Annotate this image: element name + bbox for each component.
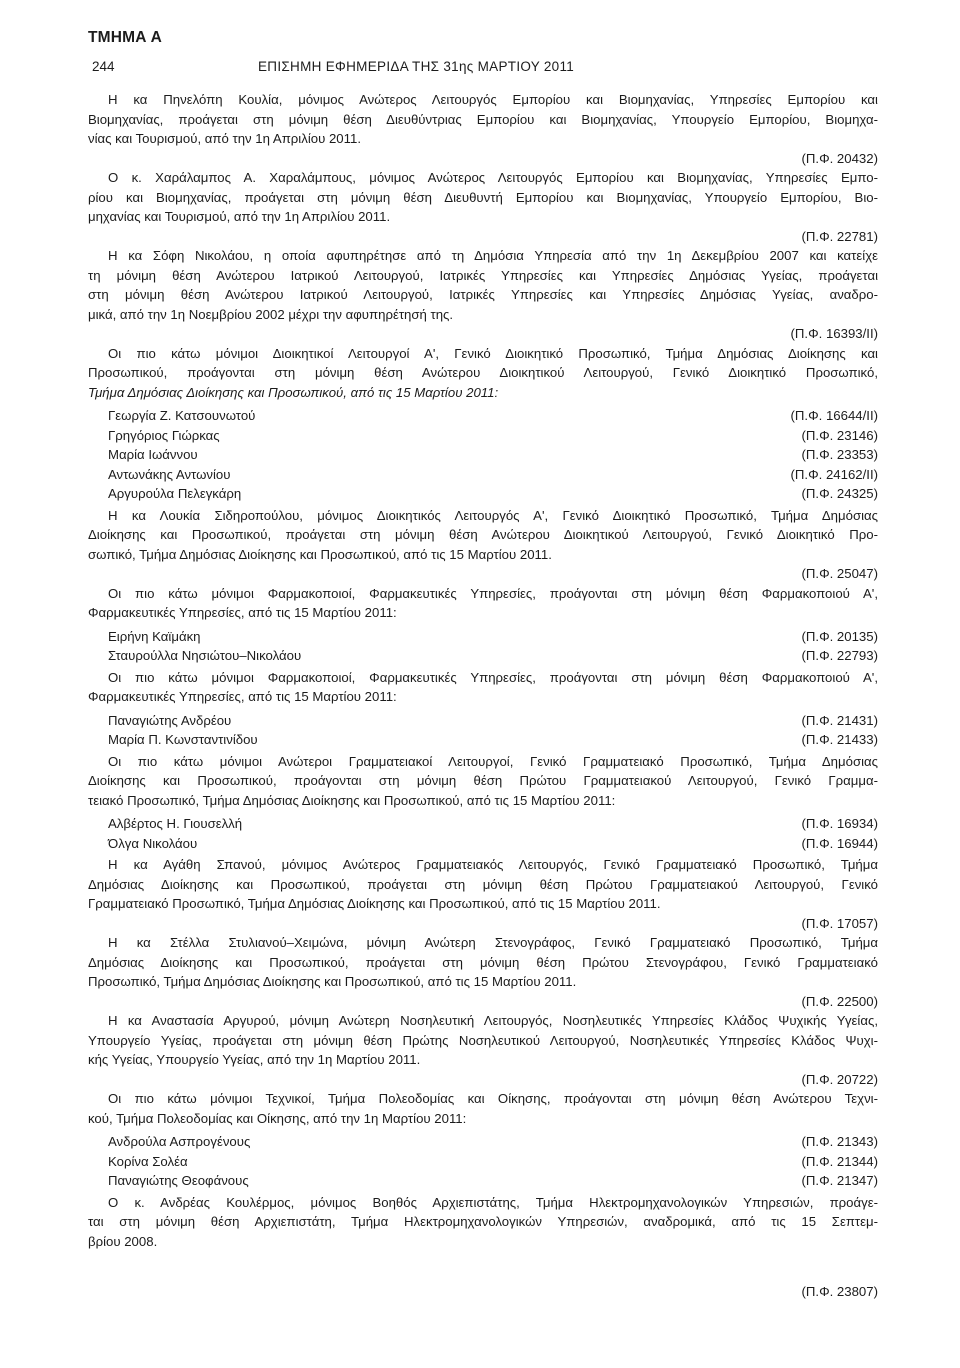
gazette-title: ΕΠΙΣΗΜΗ ΕΦΗΜΕΡΙΔΑ ΤΗΣ 31ης ΜΑΡΤΙΟΥ 2011 xyxy=(258,59,575,74)
list-item xyxy=(88,814,878,834)
notice-line: Η κα Αγάθη Σπανού, μόνιμος Ανώτερος Γραμματειακός Λειτουργός, Γενικό Γραμματειακό Προσωπικό, Τμήμα xyxy=(108,857,878,872)
file-reference: (Π.Φ. 23353) xyxy=(801,447,878,462)
promotion-list xyxy=(88,814,878,853)
notice-text xyxy=(88,752,878,811)
notice-line: ται στη μόνιμη θέση Αρχιεπιστάτη, Τμήμα Ηλεκτρομηχανολογικών Υπηρεσιών, αναδρομικά, από τις 15 Σεπτεμ- xyxy=(88,1214,878,1229)
list-item xyxy=(88,711,878,731)
notice-line: τη μόνιμη θέση Ανώτερου Ιατρικού Λειτουργού, Ιατρικές Υπηρεσίες και Υπηρεσίες Δημόσιας Υγείας, προάγεται xyxy=(88,267,878,283)
notice-text xyxy=(88,668,878,707)
promotion-list xyxy=(88,406,878,504)
notice-text xyxy=(88,584,878,623)
person-name: Αλβέρτος Η. Γιουσελλή xyxy=(108,816,243,831)
notice-text xyxy=(88,1089,878,1128)
notice-line: Οι πιο κάτω μόνιμοι Τεχνικοί, Τμήμα Πολεοδομίας και Οίκησης, προάγονται στη μόνιμη θέση Ανώτερου Τεχνι- xyxy=(108,1091,878,1106)
notice xyxy=(88,1089,878,1191)
notice-line: Η κα Λουκία Σιδηροπούλου, μόνιμος Διοικητικός Λειτουργός Α', Γενικό Διοικητικό Προσωπικό, Τμήμα Δημόσιας xyxy=(108,507,878,523)
notice xyxy=(88,344,878,504)
file-reference: (Π.Φ. 24162/II) xyxy=(790,466,878,482)
file-reference: (Π.Φ. 20135) xyxy=(801,628,878,644)
notice-line: Οι πιο κάτω μόνιμοι Φαρμακοποιοί, Φαρμακευτικές Υπηρεσίες, προάγονται στη μόνιμη θέση Φαρμακοποιού Α', xyxy=(108,669,878,685)
list-item xyxy=(88,1171,878,1191)
notice-line: Διοίκησης και Προσωπικού, προάγονται στη μόνιμη θέση Πρώτου Γραμματειακού Λειτουργού, Γενικό Γραμμα- xyxy=(88,773,878,788)
file-reference: (Π.Φ. 25047) xyxy=(801,566,878,581)
person-name: Γρηγόριος Γιώρκας xyxy=(108,427,220,443)
list-item xyxy=(88,465,878,485)
notice-text xyxy=(88,1193,878,1252)
notice-line: Διοίκησης και Προσωπικού, προάγεται στη μόνιμη θέση Ανώτερου Διοικητικού Λειτουργού, Γενικό Διοικητικό Προ- xyxy=(88,527,878,542)
notice-line: Γραμματειακό Προσωπικό, Τμήμα Δημόσιας Διοίκησης και Προσωπικού, από τις 15 Μαρτίου 2011. xyxy=(88,896,661,911)
file-reference: (Π.Φ. 21433) xyxy=(801,732,878,747)
notice-line: μηχανίας και Τουρισμού, από την 1η Απριλίου 2011. xyxy=(88,209,391,224)
notice-line: νίας και Τουρισμού, από την 1η Απριλίου 2011. xyxy=(88,131,361,146)
notice-line: μικά, από την 1η Νοεμβρίου 2002 μέχρι την αφυπηρέτησή της. xyxy=(88,306,454,322)
file-reference: (Π.Φ. 22500) xyxy=(801,993,878,1009)
notice xyxy=(88,1193,878,1302)
list-item xyxy=(88,627,878,647)
file-reference: (Π.Φ. 17057) xyxy=(801,915,878,931)
notice-line: Ο κ. Ανδρέας Κουλέρμος, μόνιμος Βοηθός Αρχιεπιστάτης, Τμήμα Ηλεκτρομηχανολογικών Υπηρεσιών, προάγε- xyxy=(108,1194,878,1210)
promotion-list xyxy=(88,1132,878,1191)
notice-text xyxy=(88,168,878,227)
notice xyxy=(88,506,878,584)
notice-line: σωπικό, Τμήμα Δημόσιας Διοίκησης και Προσωπικού, από τις 15 Μαρτίου 2011. xyxy=(88,546,552,562)
person-name: Μαρία Π. Κωνσταντινίδου xyxy=(108,732,258,747)
file-reference: (Π.Φ. 22793) xyxy=(801,648,878,663)
file-reference: (Π.Φ. 21344) xyxy=(801,1153,878,1169)
promotion-list xyxy=(88,711,878,750)
notice-line: Φαρμακευτικές Υπηρεσίες, από τις 15 Μαρτίου 2011: xyxy=(88,689,397,704)
list-item xyxy=(88,484,878,504)
notice-line: Οι πιο κάτω μόνιμοι Διοικητικοί Λειτουργοί Α', Γενικό Διοικητικό Προσωπικό, Τμήμα Δημόσιας Διοίκησης και xyxy=(108,345,878,361)
file-reference: (Π.Φ. 16934) xyxy=(801,816,878,831)
person-name: Γεωργία Ζ. Κατσουνωτού xyxy=(108,408,256,423)
file-reference: (Π.Φ. 16944) xyxy=(801,835,878,851)
notice-line: βρίου 2008. xyxy=(88,1233,158,1249)
person-name: Μαρία Ιωάννου xyxy=(108,447,198,462)
notice xyxy=(88,584,878,666)
notice-line: Η κα Σόφη Νικολάου, η οποία αφυπηρέτησε από τη Δημόσια Υπηρεσία από την 1η Δεκεμβρίου 2007 και κατείχε xyxy=(108,248,878,263)
notices-column xyxy=(88,90,878,1302)
notice-line: Βιομηχανίας, προάγεται στη μόνιμη θέση Διευθύντριας Εμπορίου και Βιομηχανίας, Υπουργείο Εμπορίου, Βιομηχα- xyxy=(88,111,878,127)
file-reference: (Π.Φ. 16393/II) xyxy=(790,326,878,341)
promotion-list xyxy=(88,627,878,666)
notice-line: Η κα Αναστασία Αργυρού, μόνιμη Ανώτερη Νοσηλευτική Λειτουργός, Νοσηλευτικές Υπηρεσίες Κλάδος Ψυχικής Υγείας, xyxy=(108,1013,878,1028)
notice-line: Τμήμα Δημόσιας Διοίκησης και Προσωπικού, από τις 15 Μαρτίου 2011: xyxy=(88,384,499,400)
file-reference: (Π.Φ. 23146) xyxy=(801,427,878,443)
file-reference: (Π.Φ. 20722) xyxy=(801,1071,878,1087)
notice-line: Προσωπικό, Τμήμα Δημόσιας Διοίκησης και Προσωπικού, από τις 15 Μαρτίου 2011. xyxy=(88,974,577,989)
notice-line: στη μόνιμη θέση Ανώτερου Ιατρικού Λειτουργού, Ιατρικές Υπηρεσίες και Υπηρεσίες Δημόσιας Υγείας, αναδρο- xyxy=(88,287,878,302)
list-item xyxy=(88,445,878,465)
notice xyxy=(88,246,878,344)
notice-line: Οι πιο κάτω μόνιμοι Φαρμακοποιοί, Φαρμακευτικές Υπηρεσίες, προάγονται στη μόνιμη θέση Φαρμακοποιού Α', xyxy=(108,585,878,601)
list-item xyxy=(88,834,878,854)
notice-line: κής Υγείας, Υπουργείο Υγείας, από την 1η Μαρτίου 2011. xyxy=(88,1052,421,1067)
list-item xyxy=(88,426,878,446)
notice-line: Ο κ. Χαράλαμπος Α. Χαραλάμπους, μόνιμος Ανώτερος Λειτουργός Εμπορίου και Βιομηχανίας, Υπηρεσίες Εμπο- xyxy=(108,170,878,185)
file-reference: (Π.Φ. 20432) xyxy=(801,150,878,166)
file-reference: (Π.Φ. 22781) xyxy=(801,228,878,244)
notice-line: Δημόσιας Διοίκησης και Προσωπικού, προάγεται στη μόνιμη θέση Πρώτου Στενογράφου, Γενικό Γραμματειακό xyxy=(88,954,878,970)
notice-line: Οι πιο κάτω μόνιμοι Ανώτεροι Γραμματειακοί Λειτουργοί, Γενικό Γραμματειακό Προσωπικό, Τμήμα Δημόσιας xyxy=(108,753,878,769)
notice-line: Υπουργείο Υγείας, προάγεται στη μόνιμη θέση Πρώτης Νοσηλευτικού Λειτουργού, Νοσηλευτικές Υπηρεσίες Κλάδος Ψυχι- xyxy=(88,1032,878,1048)
notice-text xyxy=(88,246,878,324)
person-name: Όλγα Νικολάου xyxy=(108,835,198,851)
person-name: Ανδρούλα Ασπρογένους xyxy=(108,1134,251,1149)
person-name: Αργυρούλα Πελεγκάρη xyxy=(108,486,242,501)
notice xyxy=(88,168,878,246)
list-item xyxy=(88,730,878,750)
file-reference: (Π.Φ. 21431) xyxy=(801,712,878,728)
notice xyxy=(88,933,878,1011)
notice-line: Φαρμακευτικές Υπηρεσίες, από τις 15 Μαρτίου 2011: xyxy=(88,605,397,620)
person-name: Παναγιώτης Ανδρέου xyxy=(108,712,232,728)
notice-text xyxy=(88,90,878,149)
notice-line: Δημόσιας Διοίκησης και Προσωπικού, προάγεται στη μόνιμη θέση Πρώτου Γραμματειακού Λειτουργού, Γενικό xyxy=(88,876,878,892)
person-name: Σταυρούλλα Νησιώτου–Νικολάου xyxy=(108,648,302,663)
notice-line: κού, Τμήμα Πολεοδομίας και Οίκησης, από την 1η Μαρτίου 2011: xyxy=(88,1110,467,1126)
notice-line: τειακό Προσωπικό, Τμήμα Δημόσιας Διοίκησης και Προσωπικού, από τις 15 Μαρτίου 2011: xyxy=(88,792,616,808)
notice-text xyxy=(88,506,878,565)
notice xyxy=(88,90,878,168)
file-reference: (Π.Φ. 21343) xyxy=(801,1134,878,1149)
notice-line: Η κα Στέλλα Στυλιανού–Χειμώνα, μόνιμη Ανώτερη Στενογράφος, Γενικό Γραμματειακό Προσωπικό, Τμήμα xyxy=(108,935,878,950)
list-item xyxy=(88,646,878,666)
file-reference: (Π.Φ. 23807) xyxy=(801,1284,878,1299)
notice-line: Προσωπικού, προάγονται στη μόνιμη θέση Ανώτερου Διοικητικού Λειτουργού, Γενικό Διοικητικό Προσωπικό, xyxy=(88,365,878,380)
notice-text xyxy=(88,344,878,403)
list-item xyxy=(88,1152,878,1172)
notice-line: Η κα Πηνελόπη Κουλία, μόνιμος Ανώτερος Λειτουργός Εμπορίου και Βιομηχανίας, Υπηρεσίες Εμπορίου και xyxy=(108,92,878,107)
notice xyxy=(88,752,878,854)
notice-text xyxy=(88,1011,878,1070)
person-name: Κορίνα Σολέα xyxy=(108,1153,188,1169)
person-name: Αντωνάκης Αντωνίου xyxy=(108,466,231,482)
file-reference: (Π.Φ. 21347) xyxy=(801,1173,878,1188)
notice-line: ρίου και Βιομηχανίας, προάγεται στη μόνιμη θέση Διευθυντή Εμπορίου και Βιομηχανίας, Υπουργείο Εμπορίου, Βιο- xyxy=(88,189,878,205)
notice xyxy=(88,1011,878,1089)
notice-text xyxy=(88,855,878,914)
list-item xyxy=(88,1132,878,1152)
notice xyxy=(88,855,878,933)
page-number: 244 xyxy=(92,59,115,74)
section-title: ΤΜΗΜΑ Α xyxy=(88,29,163,46)
notice-text xyxy=(88,933,878,992)
person-name: Ειρήνη Καϊμάκη xyxy=(108,628,201,644)
file-reference: (Π.Φ. 24325) xyxy=(801,486,878,501)
notice xyxy=(88,668,878,750)
list-item xyxy=(88,406,878,426)
person-name: Παναγιώτης Θεοφάνους xyxy=(108,1173,249,1188)
file-reference: (Π.Φ. 16644/II) xyxy=(790,408,878,423)
